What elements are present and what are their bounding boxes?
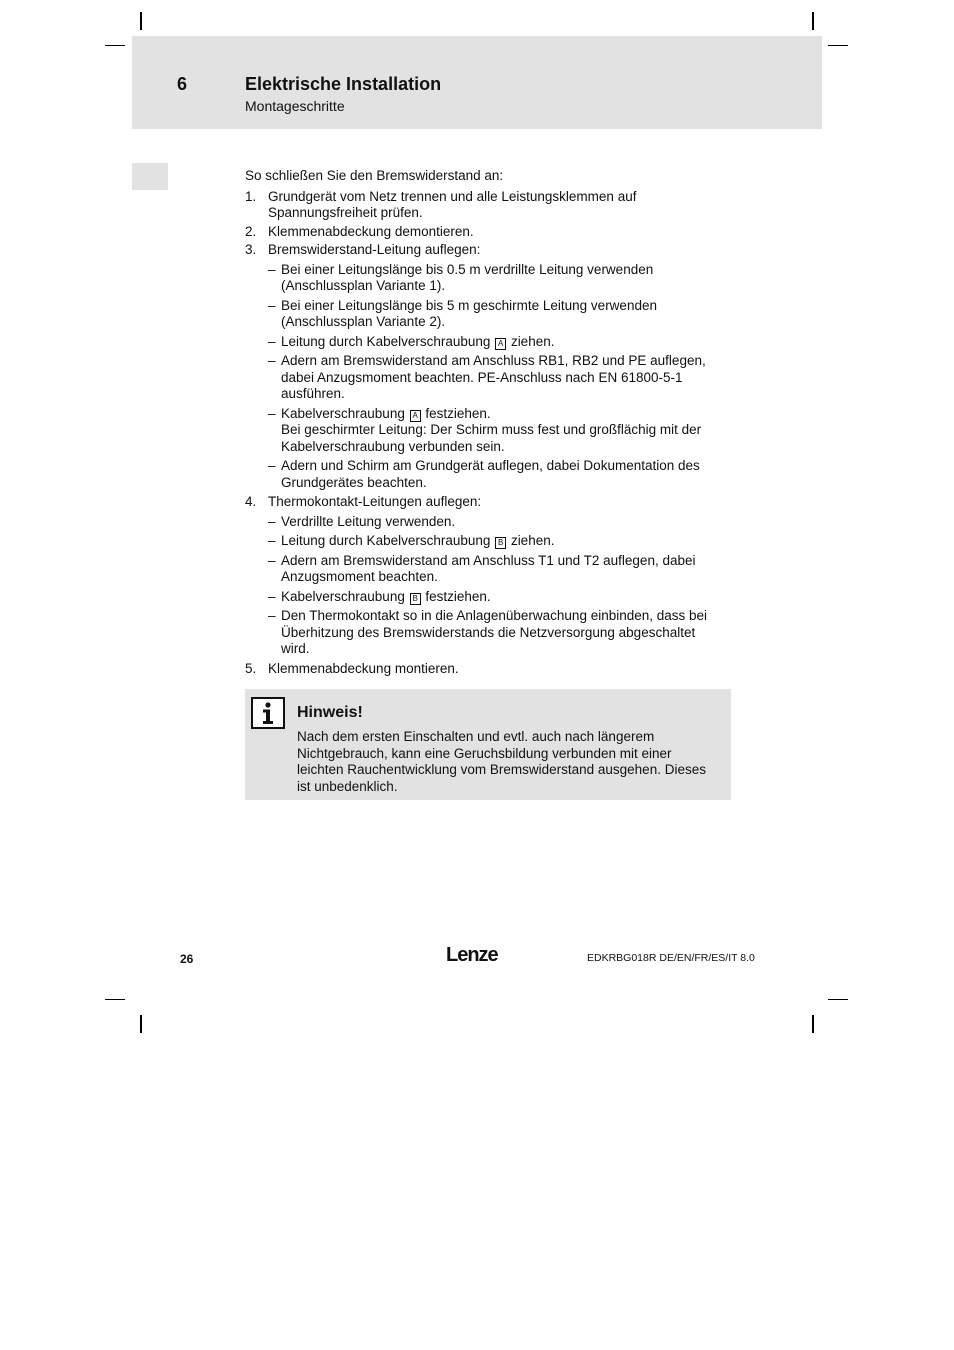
substep-text: dabei Anzugsmoment beachten. PE-Anschluss nach EN 61800-5-1: [281, 369, 683, 385]
dash-bullet: –: [268, 533, 276, 548]
note-line: leichten Rauchentwicklung vom Bremswiderstand ausgehen. Dieses: [297, 762, 706, 777]
substep-text: wird.: [281, 641, 310, 656]
dash-bullet: –: [268, 458, 276, 473]
substep-item: [268, 458, 731, 491]
substep-text: [281, 334, 731, 351]
substep-item: [268, 553, 731, 586]
step-item: [245, 189, 731, 222]
substep-text: (Anschlussplan Variante 2).: [281, 314, 446, 329]
info-icon: [251, 697, 285, 729]
chapter-number: 6: [177, 74, 188, 94]
dash-bullet: –: [268, 588, 276, 604]
step-text: Klemmenabdeckung demontieren.: [268, 223, 474, 239]
substep-text-after: festziehen.: [425, 588, 491, 604]
step-text: Spannungsfreiheit prüfen.: [268, 205, 423, 220]
instructions: [245, 168, 731, 679]
dash-bullet: –: [268, 405, 276, 421]
substep-item: [268, 589, 731, 606]
note-line: Nichtgebrauch, kann eine Geruchsbildung verbunden mit einer: [297, 745, 672, 761]
substep-list: [268, 262, 731, 492]
side-tab-marker: [132, 163, 168, 190]
substep-text-before: Kabelverschraubung: [281, 405, 405, 421]
substep-text: Verdrillte Leitung verwenden.: [281, 513, 456, 529]
crop-mark: [812, 1015, 814, 1033]
intro-text: So schließen Sie den Bremswiderstand an:: [245, 168, 504, 183]
section-title: Montageschritte: [245, 98, 345, 114]
step-number: 1.: [245, 188, 257, 204]
dash-bullet: –: [268, 297, 276, 313]
substep-text-before: Leitung durch Kabelverschraubung: [281, 533, 491, 548]
substep-text: Grundgerätes beachten.: [281, 474, 427, 490]
step-text: Klemmenabdeckung montieren.: [268, 660, 459, 676]
crop-mark: [140, 12, 142, 30]
crop-mark: [828, 45, 848, 46]
cable-gland-marker: A: [495, 338, 506, 350]
substep-text-after: ziehen.: [510, 533, 555, 548]
cable-gland-marker: B: [410, 593, 421, 605]
step-list: [245, 189, 731, 678]
substep-text: Adern am Bremswiderstand am Anschluss RB1, RB2 und PE auflegen,: [281, 353, 706, 368]
note-text: [297, 729, 727, 795]
crop-mark: [140, 1015, 142, 1033]
crop-mark: [105, 45, 125, 46]
document-reference: EDKRBG018R DE/EN/FR/ES/IT 8.0: [587, 952, 755, 964]
step-item: [245, 661, 731, 678]
step-text: Grundgerät vom Netz trennen und alle Leistungsklemmen auf: [268, 188, 637, 204]
step-item: [245, 224, 731, 241]
step-number: 2.: [245, 223, 257, 239]
step-number: 5.: [245, 660, 257, 676]
substep-text-after: festziehen.: [425, 405, 491, 421]
note-title: Hinweis!: [297, 704, 363, 721]
step-text: Bremswiderstand-Leitung auflegen:: [268, 242, 481, 257]
substep-text: Adern und Schirm am Grundgerät auflegen, dabei Dokumentation des: [281, 458, 700, 473]
step-number: 4.: [245, 494, 257, 509]
note-box: [245, 689, 731, 800]
note-line: ist unbedenklich.: [297, 778, 398, 794]
substep-item: [268, 262, 731, 295]
crop-mark: [828, 999, 848, 1000]
step-item: [245, 242, 731, 491]
substep-item: [268, 298, 731, 331]
substep-list: [268, 514, 731, 658]
dash-bullet: –: [268, 608, 276, 623]
step-item: [245, 494, 731, 658]
substep-text: Den Thermokontakt so in die Anlagenüberwachung einbinden, dass bei: [281, 608, 708, 623]
substep-text: Bei einer Leitungslänge bis 5 m geschirmte Leitung verwenden: [281, 297, 657, 313]
substep-text: (Anschlussplan Variante 1).: [281, 278, 446, 293]
substep-text: Kabelverschraubung verbunden sein.: [281, 438, 505, 454]
substep-text-before: Leitung durch Kabelverschraubung: [281, 333, 491, 349]
substep-text: Bei geschirmter Leitung: Der Schirm muss fest und großflächig mit der: [281, 422, 702, 437]
substep-item: [268, 406, 731, 456]
cable-gland-marker: A: [410, 410, 421, 422]
substep-item: [268, 533, 731, 550]
substep-item: [268, 353, 731, 403]
substep-text: [281, 533, 731, 550]
dash-bullet: –: [268, 261, 276, 277]
cable-gland-marker: B: [495, 537, 506, 549]
substep-item: [268, 608, 731, 658]
dash-bullet: –: [268, 552, 276, 568]
crop-mark: [812, 12, 814, 30]
substep-item: [268, 334, 731, 351]
brand-logo: Lenze: [446, 944, 498, 966]
page-number: 26: [180, 952, 194, 966]
substep-item: [268, 514, 731, 531]
substep-text: [281, 406, 731, 423]
substep-text: Adern am Bremswiderstand am Anschluss T1 und T2 auflegen, dabei: [281, 552, 696, 568]
substep-text-after: ziehen.: [510, 333, 555, 349]
substep-text: Anzugsmoment beachten.: [281, 569, 438, 584]
substep-text: Überhitzung des Bremswiderstands die Netzversorgung abgeschaltet: [281, 624, 696, 640]
dash-bullet: –: [268, 513, 276, 529]
step-text: Thermokontakt-Leitungen auflegen:: [268, 494, 482, 509]
substep-text: [281, 589, 731, 606]
substep-text: Bei einer Leitungslänge bis 0.5 m verdrillte Leitung verwenden: [281, 261, 654, 277]
dash-bullet: –: [268, 333, 276, 349]
substep-text-before: Kabelverschraubung: [281, 588, 405, 604]
note-line: Nach dem ersten Einschalten und evtl. auch nach längerem: [297, 729, 655, 744]
step-number: 3.: [245, 242, 257, 257]
chapter-header: [132, 36, 822, 129]
chapter-title: Elektrische Installation: [245, 74, 442, 94]
crop-mark: [105, 999, 125, 1000]
dash-bullet: –: [268, 353, 276, 368]
substep-text: ausführen.: [281, 386, 345, 401]
